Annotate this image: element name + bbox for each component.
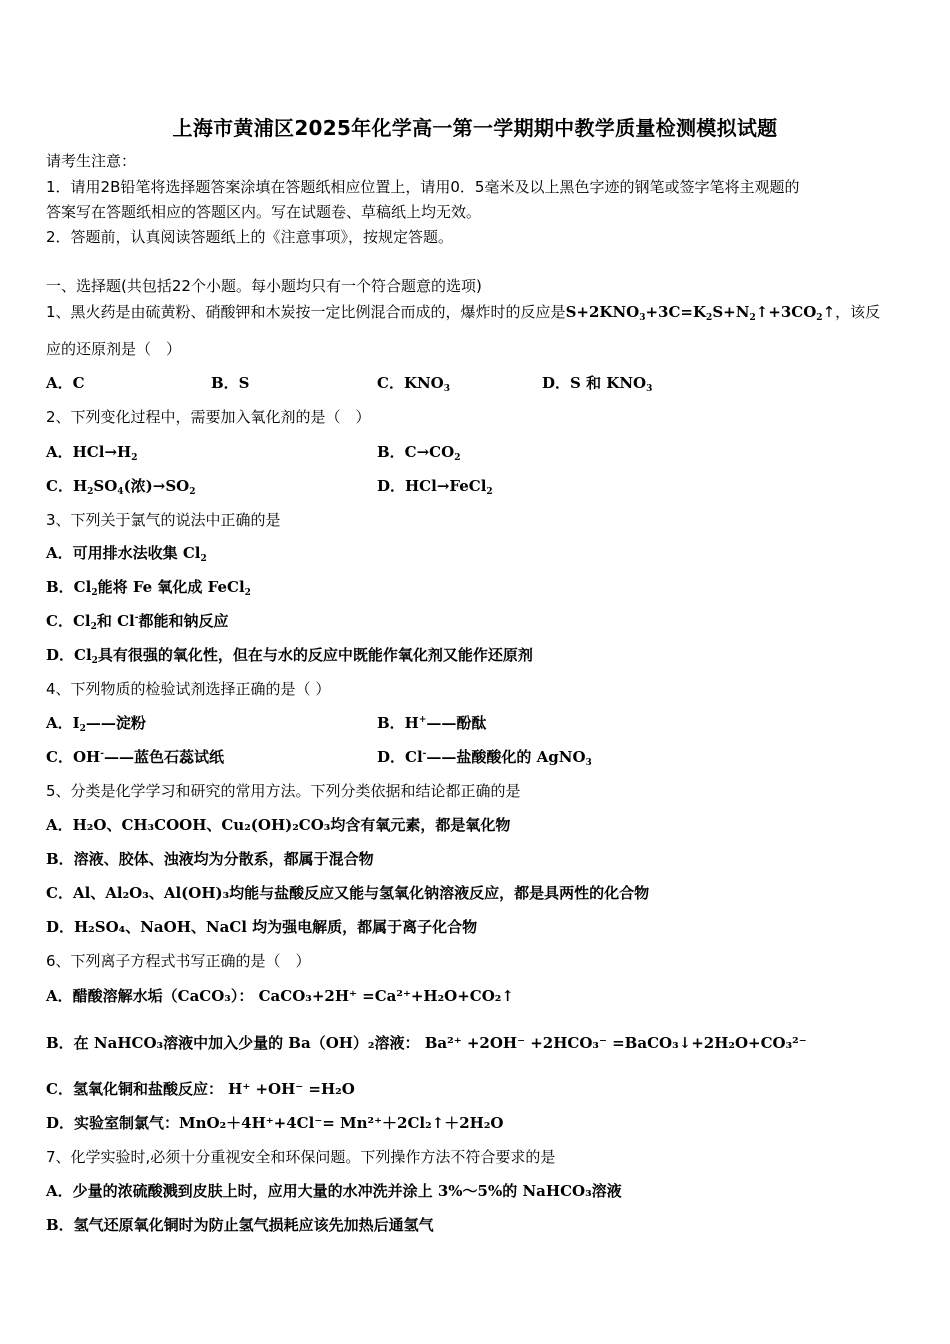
q3-stem: 3、下列关于氯气的说法中正确的是 bbox=[46, 511, 281, 529]
q5-option-c: C．Al、Al₂O₃、Al(OH)₃均能与盐酸反应又能与氢氧化钠溶液反应，都是具两性的化合物 bbox=[46, 884, 650, 902]
q2-option-b: B．$C\to CO_2$ bbox=[377, 443, 461, 463]
q7-option-a: A．少量的浓硫酸溅到皮肤上时，应用大量的水冲洗并涂上 3%～5%的 NaHCO₃溶液 bbox=[46, 1182, 622, 1200]
q1-option-a: A．C bbox=[46, 374, 85, 392]
q1-option-d: D．S 和 $KNO_3$ bbox=[542, 374, 653, 394]
q4-option-a: A．$I_2——$淀粉 bbox=[46, 714, 146, 734]
q4-option-c: C．OH-——蓝色石蕊试纸 bbox=[46, 748, 224, 766]
notice-item-2: 2．答题前，认真阅读答题纸上的《注意事项》，按规定答题。 bbox=[46, 228, 454, 246]
notice-item-1-line-1: 1．请用2B铅笔将选择题答案涂填在答题纸相应位置上，请用0．5毫米及以上黑色字迹的钢笔或签字笔将主观题的 bbox=[46, 178, 800, 196]
q6-option-a: A．醋酸溶解水垢（CaCO₃）： CaCO₃+2H⁺ =Ca²⁺+H₂O+CO₂↑ bbox=[46, 987, 514, 1005]
q2-stem: 2、下列变化过程中，需要加入氧化剂的是（ ） bbox=[46, 408, 371, 426]
q5-option-a: A．H₂O、CH₃COOH、Cu₂(OH)₂CO₃均含有氧元素，都是氧化物 bbox=[46, 816, 511, 834]
q1-stem-line-2: 应的还原剂是（ ） bbox=[46, 340, 182, 358]
q4-option-b: B．H+——酚酞 bbox=[377, 714, 487, 732]
q6-stem: 6、下列离子方程式书写正确的是（ ） bbox=[46, 952, 311, 970]
q7-stem: 7、化学实验时,必须十分重视安全和环保问题。下列操作方法不符合要求的是 bbox=[46, 1148, 556, 1166]
q1-stem-text: 1、黑火药是由硫黄粉、硝酸钾和木炭按一定比例混合而成的，爆炸时的反应是 bbox=[46, 303, 566, 321]
q1-option-b: B．S bbox=[211, 374, 250, 392]
q3-option-d: D．$Cl_2$具有很强的氧化性，但在与水的反应中既能作氧化剂又能作还原剂 bbox=[46, 646, 533, 666]
q5-option-b: B．溶液、胶体、浊液均为分散系，都属于混合物 bbox=[46, 850, 374, 868]
q3-option-c: C．$Cl_2$和 Cl-都能和钠反应 bbox=[46, 612, 229, 632]
q6-option-b: B．在 NaHCO₃溶液中加入少量的 Ba（OH）₂溶液： Ba²⁺ +2OH⁻ +2HCO₃⁻ =BaCO₃↓+2H₂O+CO₃²⁻ bbox=[46, 1034, 807, 1052]
q3-option-a: A．可用排水法收集 $Cl_2$ bbox=[46, 544, 207, 564]
q1-equation: $S+2KNO_3+3C=K_2S+N_2↑+3CO_2$ bbox=[565, 303, 823, 323]
q2-option-d: D．HCl→FeCl$_2$ bbox=[377, 477, 493, 497]
q5-option-d: D．H₂SO₄、NaOH、NaCl 均为强电解质，都属于离子化合物 bbox=[46, 918, 478, 936]
notice-heading: 请考生注意： bbox=[46, 152, 137, 170]
q6-option-d: D．实验室制氯气：MnO₂＋4H⁺+4Cl⁻= Mn²⁺＋2Cl₂↑＋2H₂O bbox=[46, 1114, 504, 1132]
q2-option-a: A．$HCl\to H_2$ bbox=[46, 443, 138, 463]
q3-option-b: B．$Cl_2$能将 Fe 氧化成 FeCl$_2$ bbox=[46, 578, 251, 598]
page-title: 上海市黄浦区2025年化学高一第一学期期中教学质量检测模拟试题 bbox=[172, 116, 778, 140]
q4-option-d: D．Cl-——盐酸酸化的 AgNO$_3$ bbox=[377, 748, 592, 768]
q5-stem: 5、分类是化学学习和研究的常用方法。下列分类依据和结论都正确的是 bbox=[46, 782, 521, 800]
q7-option-b: B．氢气还原氧化铜时为防止氢气损耗应该先加热后通氢气 bbox=[46, 1216, 434, 1234]
q1-option-c: C．$KNO_3$ bbox=[377, 374, 451, 394]
section-heading: 一、选择题(共包括22个小题。每小题均只有一个符合题意的选项) bbox=[46, 277, 482, 295]
q2-option-c: C．$H_2SO_4$(浓)$\to SO_2$ bbox=[46, 477, 196, 497]
q6-option-c: C．氢氧化铜和盐酸反应： H⁺ +OH⁻ =H₂O bbox=[46, 1080, 355, 1098]
notice-item-1-line-2: 答案写在答题纸相应的答题区内。写在试题卷、草稿纸上均无效。 bbox=[46, 203, 482, 221]
q4-stem: 4、下列物质的检验试剂选择正确的是（ ） bbox=[46, 680, 331, 698]
q1-stem: 1、黑火药是由硫黄粉、硝酸钾和木炭按一定比例混合而成的，爆炸时的反应是$S+2KNO_3+3C=K_2S+N_2↑+3CO_2↑$，该反 bbox=[46, 303, 881, 323]
